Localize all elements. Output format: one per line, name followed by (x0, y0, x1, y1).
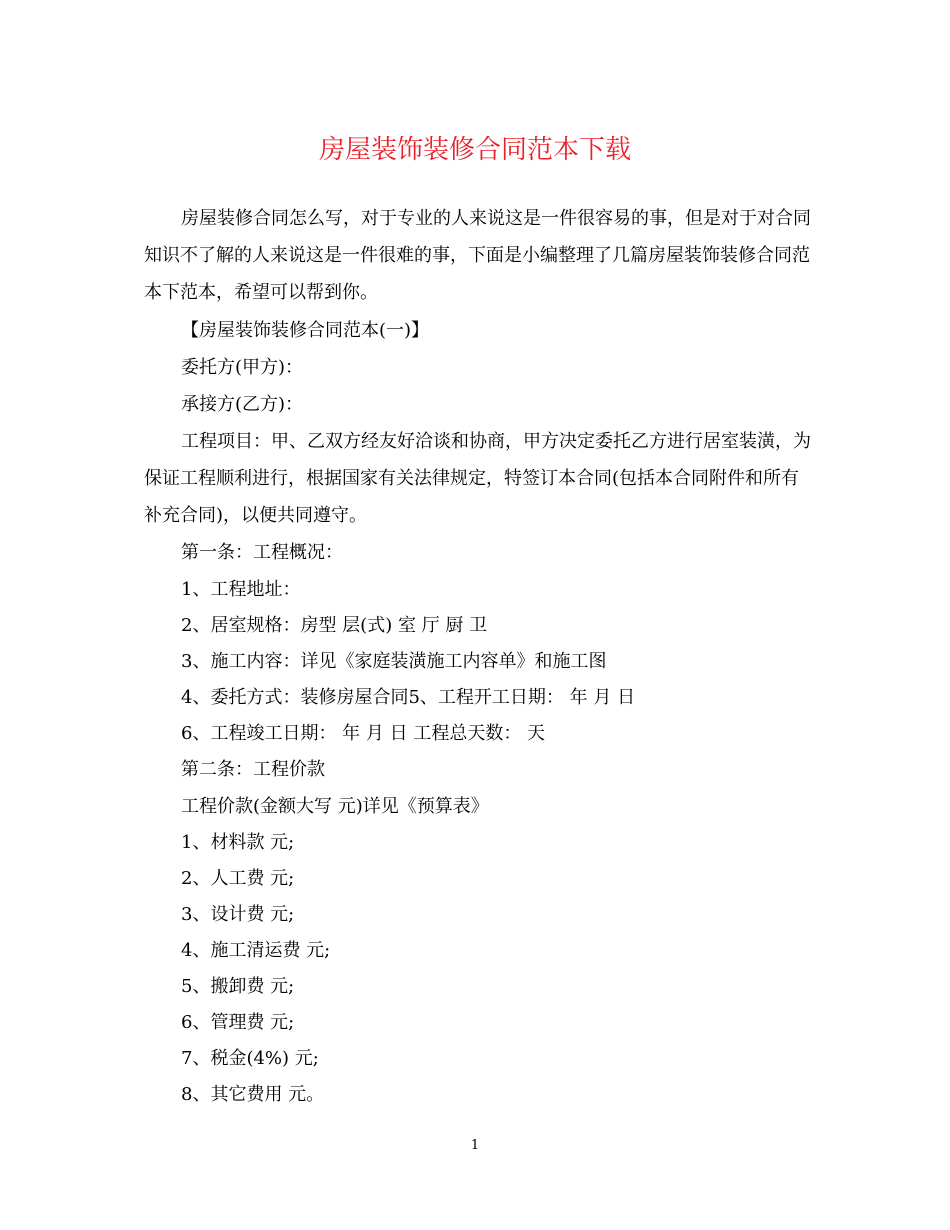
price-line: 工程价款(金额大写 元)详见《预算表》 (181, 796, 489, 817)
list-item: 3、施工内容：详见《家庭装潢施工内容单》和施工图 (181, 651, 607, 672)
list-item: 4、委托方式：装修房屋合同5、工程开工日期： 年 月 日 (181, 687, 636, 708)
article-1-heading: 第一条：工程概况： (181, 542, 343, 563)
list-item: 2、居室规格：房型 层(式) 室 厅 厨 卫 (181, 615, 488, 636)
cost-item: 6、管理费 元; (181, 1012, 295, 1033)
cost-item: 8、其它费用 元。 (181, 1084, 325, 1105)
intro-paragraph: 房屋装修合同怎么写，对于专业的人来说这是一件很容易的事，但是对于对合同知识不了解的人来说这是一件很难的事，下面是小编整理了几篇房屋装饰装修合同范本下范本，希望可以帮到你。 (144, 208, 811, 303)
list-item: 1、工程地址： (181, 579, 301, 600)
list-item: 6、工程竣工日期： 年 月 日 工程总天数： 天 (181, 723, 546, 744)
cost-item: 5、搬卸费 元; (181, 976, 295, 997)
party-a-line: 委托方(甲方)： (181, 357, 304, 378)
page-number: 1 (470, 1138, 480, 1153)
cost-item: 1、材料款 元; (181, 832, 295, 853)
document-title: 房屋装饰装修合同范本下载 (318, 135, 631, 165)
section-heading: 【房屋装饰装修合同范本(一)】 (181, 320, 430, 341)
cost-item: 4、施工清运费 元; (181, 940, 331, 961)
cost-item: 3、设计费 元; (181, 904, 295, 925)
article-2-heading: 第二条：工程价款 (181, 759, 325, 780)
cost-item: 7、税金(4%) 元; (181, 1048, 319, 1069)
party-b-line: 承接方(乙方)： (181, 394, 304, 415)
project-paragraph: 工程项目：甲、乙双方经友好洽谈和协商，甲方决定委托乙方进行居室装潢，为保证工程顺利进行，根据国家有关法律规定，特签订本合同(包括本合同附件和所有补充合同)，以便共同遵守。 (144, 431, 811, 526)
cost-item: 2、人工费 元; (181, 868, 295, 889)
